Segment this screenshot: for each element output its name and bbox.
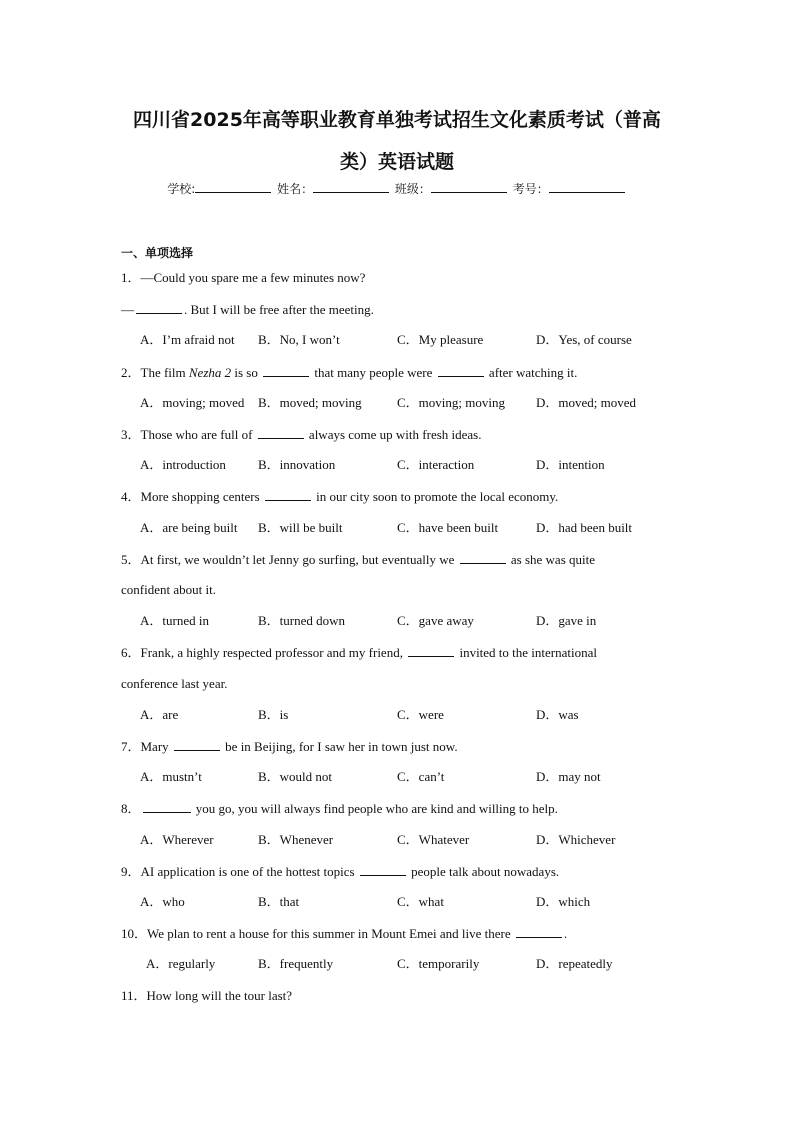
- answer-blank[interactable]: [438, 364, 484, 377]
- answer-blank[interactable]: [258, 426, 304, 439]
- option-c[interactable]: C．Whatever: [397, 832, 470, 847]
- question-stem: 11．How long will the tour last?: [121, 988, 293, 1003]
- option-b[interactable]: B．will be built: [258, 520, 343, 535]
- class-blank[interactable]: [431, 181, 507, 193]
- option-c[interactable]: C．were: [397, 707, 444, 722]
- answer-blank[interactable]: [516, 925, 562, 938]
- page-title-line2: 类）英语试题: [339, 151, 454, 173]
- option-b[interactable]: B．Whenever: [258, 832, 334, 847]
- student-info-row: [0, 180, 794, 197]
- option-a[interactable]: A．are being built: [140, 520, 238, 535]
- option-b[interactable]: B．frequently: [258, 956, 334, 971]
- option-d[interactable]: D．intention: [536, 457, 605, 472]
- option-a[interactable]: A．Wherever: [140, 832, 214, 847]
- option-b[interactable]: B．moved; moving: [258, 395, 362, 410]
- name-blank[interactable]: [313, 181, 389, 193]
- option-a[interactable]: A．are: [140, 707, 179, 722]
- question-stem: 3．Those who are full of always come up with fresh ideas.: [121, 427, 482, 442]
- option-a[interactable]: A．I’m afraid not: [140, 332, 235, 347]
- question-stem: 5．At first, we wouldn’t let Jenny go surfing, but eventually we as she was quite: [121, 552, 595, 567]
- option-a[interactable]: A．mustn’t: [140, 769, 202, 784]
- option-d[interactable]: D．had been built: [536, 520, 633, 535]
- answer-blank[interactable]: [136, 301, 182, 314]
- page-title-line1: 四川省2025年高等职业教育单独考试招生文化素质考试（普高: [133, 109, 661, 131]
- option-d[interactable]: D．gave in: [536, 613, 597, 628]
- class-label: 班级：: [394, 182, 431, 196]
- option-d[interactable]: D．moved; moved: [536, 395, 637, 410]
- question-stem: 6．Frank, a highly respected professor and my friend, invited to the international: [121, 645, 598, 660]
- option-c[interactable]: C．temporarily: [397, 956, 480, 971]
- option-b[interactable]: B．would not: [258, 769, 333, 784]
- question-stem: 8． you go, you will always find people who are kind and willing to help.: [121, 801, 558, 816]
- section-title: 一、单项选择: [121, 246, 194, 260]
- option-c[interactable]: C．can’t: [397, 769, 445, 784]
- question-stem: 10．We plan to rent a house for this summer in Mount Emei and live there .: [121, 926, 568, 941]
- option-d[interactable]: D．was: [536, 707, 579, 722]
- name-label: 姓名：: [277, 182, 314, 196]
- option-d[interactable]: D．Whichever: [536, 832, 616, 847]
- option-c[interactable]: C．what: [397, 894, 444, 909]
- answer-blank[interactable]: [143, 800, 191, 813]
- option-c[interactable]: C．moving; moving: [397, 395, 505, 410]
- question-stem: 2．The film Nezha 2 is so that many people were after watching it.: [121, 365, 578, 380]
- option-a[interactable]: A．turned in: [140, 613, 209, 628]
- option-d[interactable]: D．may not: [536, 769, 601, 784]
- option-d[interactable]: D．which: [536, 894, 591, 909]
- question-stem-continued: conference last year.: [121, 676, 228, 691]
- option-c[interactable]: C．interaction: [397, 457, 475, 472]
- option-c[interactable]: C．My pleasure: [397, 332, 484, 347]
- option-b[interactable]: B．is: [258, 707, 289, 722]
- option-b[interactable]: B．innovation: [258, 457, 336, 472]
- question-stem: 9．AI application is one of the hottest topics people talk about nowadays.: [121, 864, 560, 879]
- answer-blank[interactable]: [174, 738, 220, 751]
- number-label: 考号：: [512, 182, 549, 196]
- answer-blank[interactable]: [263, 364, 309, 377]
- question-stem: 7．Mary be in Beijing, for I saw her in town just now.: [121, 739, 458, 754]
- number-blank[interactable]: [549, 181, 625, 193]
- school-label: 学校:: [167, 182, 196, 196]
- option-b[interactable]: B．turned down: [258, 613, 346, 628]
- question-stem-continued: — . But I will be free after the meeting.: [121, 302, 374, 317]
- option-b[interactable]: B．No, I won’t: [258, 332, 340, 347]
- option-d[interactable]: D．repeatedly: [536, 956, 613, 971]
- option-a[interactable]: A．introduction: [140, 457, 226, 472]
- question-stem: 4．More shopping centers in our city soon to promote the local economy.: [121, 489, 559, 504]
- answer-blank[interactable]: [265, 488, 311, 501]
- option-b[interactable]: B．that: [258, 894, 300, 909]
- answer-blank[interactable]: [360, 863, 406, 876]
- school-blank[interactable]: [195, 181, 271, 193]
- question-stem: 1．—Could you spare me a few minutes now?: [121, 270, 366, 285]
- option-c[interactable]: C．gave away: [397, 613, 474, 628]
- option-c[interactable]: C．have been built: [397, 520, 499, 535]
- answer-blank[interactable]: [408, 644, 454, 657]
- option-d[interactable]: D．Yes, of course: [536, 332, 632, 347]
- option-a[interactable]: A．regularly: [146, 956, 216, 971]
- question-stem-continued: confident about it.: [121, 582, 216, 597]
- option-a[interactable]: A．who: [140, 894, 185, 909]
- answer-blank[interactable]: [460, 551, 506, 564]
- option-a[interactable]: A．moving; moved: [140, 395, 245, 410]
